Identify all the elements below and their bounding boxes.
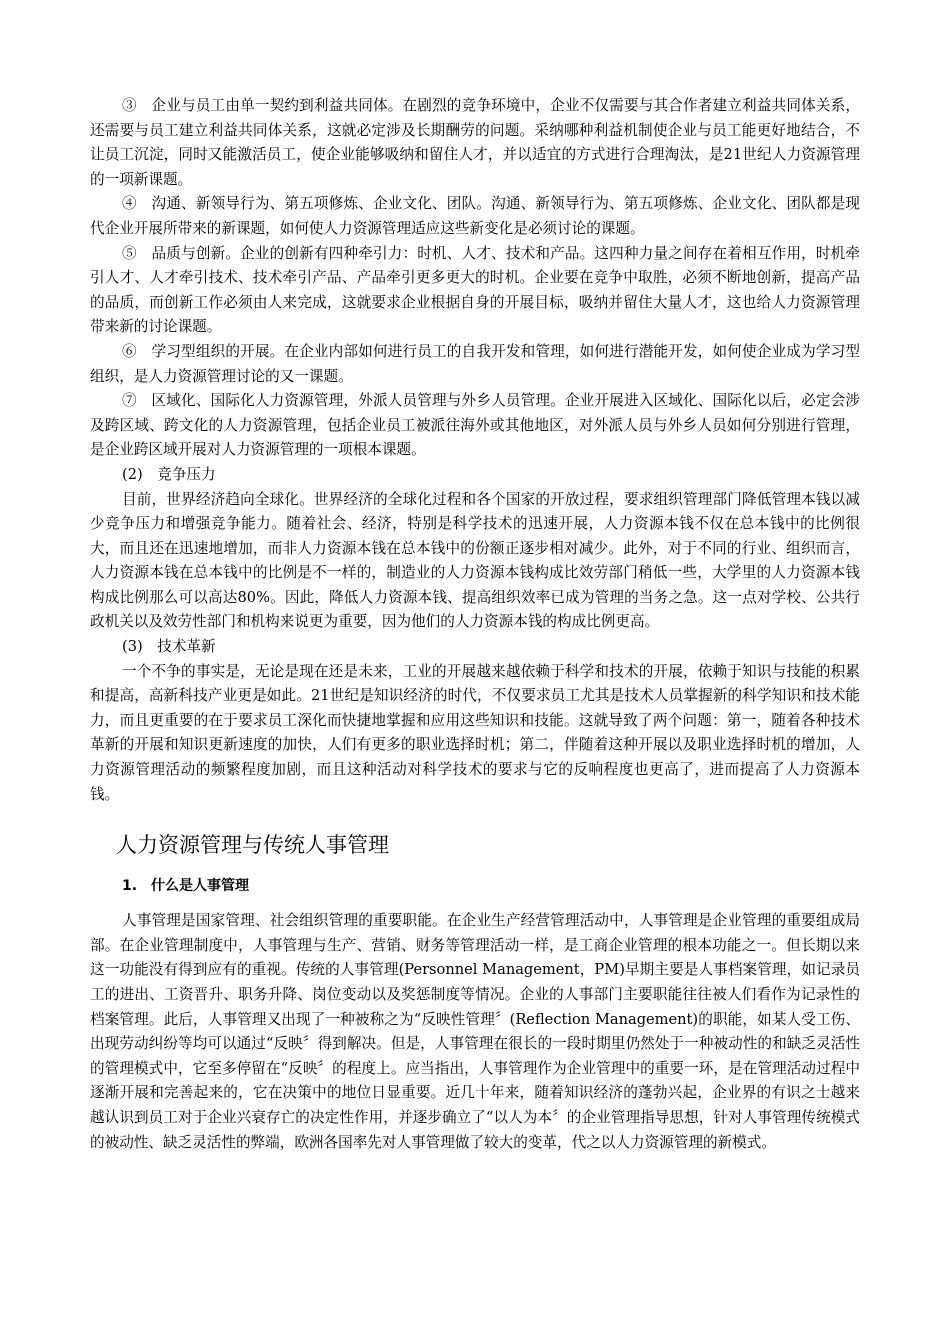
subsection-title: 1. 什么是人事管理 [122, 878, 250, 895]
paragraph-technology-innovation: 一个不争的事实是，无论是现在还是未来，工业的开展越来越依赖于科学和技术的开展，依赖于知识与技能的积累和提高，高新科技产业更是如此。21世纪是知识经济的时代，不仅要求员工尤其是技术人员掌握新的科学知识和技术能力，而且更重要的在于要求员工深化而快捷地掌握和应用这些知识和技能。这就导致了两个问题：第一，随着各种技术革新的开展和知识更新速度的加快，人们有更多的职业选择时机；第二，伴随着这种开展以及职业选择时机的增加，人力资源管理活动的频繁程度加剧，而且这种活动对科学技术的要求与它的反响程度也更高了，进而提高了人力资源本钱。 [90, 662, 860, 803]
paragraph-item-7: ⑦ 区域化、国际化人力资源管理，外派人员管理与外乡人员管理。企业开展进入区域化、国际化以后，必定会涉及跨区域、跨文化的人力资源管理，包括企业员工被派往海外或其他地区，对外派人员与外乡人员如何分别进行管理，是企业跨区域开展对人力资源管理的一项根本课题。 [90, 392, 860, 459]
heading-technology-innovation: (3) 技术革新 [122, 638, 216, 656]
paragraph-item-3: ③ 企业与员工由单一契约到利益共同体。在剧烈的竞争环境中，企业不仅需要与其合作者建立利益共同体关系，还需要与员工建立利益共同体关系，这就必定涉及长期酬劳的问题。采纳哪种利益机制使企业与员工能更好地结合，不让员工沉淀，同时又能激活员工，使企业能够吸纳和留住人才，并以适宜的方式进行合理淘汰，是21世纪人力资源管理的一项新课题。 [90, 97, 860, 188]
section-title: 人力资源管理与传统人事管理 [116, 833, 389, 858]
heading-competition-pressure: (2) 竞争压力 [122, 465, 216, 483]
document-page [90, 94, 860, 1155]
paragraph-item-4: ④ 沟通、新领导行为、第五项修炼、企业文化、团队。沟通、新领导行为、第五项修炼、企业文化、团队都是现代企业开展所带来的新课题，如何使人力资源管理适应这些新变化是必须讨论的课题。 [90, 195, 860, 237]
paragraph-personnel-management: 人事管理是国家管理、社会组织管理的重要职能。在企业生产经营管理活动中，人事管理是企业管理的重要组成局部。在企业管理制度中，人事管理与生产、营销、财务等管理活动一样，是工商企业管理的根本功能之一。但长期以来这一功能没有得到应有的重视。传统的人事管理(Personnel Management，PM)早期主要是人事档案管理，如记录员工的进出、工资晋升、职务升降、岗位变动以及奖惩制度等情况。企业的人事部门主要职能往往被人们看作为记录性的档案管理。此后，人事管理又出现了一种被称之为“反映性管理〞(Reflection Management)的职能，如某人受工伤、出现劳动纠纷等均可以通过“反映〞得到解决。但是，人事管理在很长的一段时期里仍然处于一种被动性的和缺乏灵活性的管理模式中，它至多停留在“反映〞的程度上。应当指出，人事管理作为企业管理中的重要一环，是在管理活动过程中逐渐开展和完善起来的，它在决策中的地位日显重要。近几十年来，随着知识经济的蓬勃兴起，企业界的有识之士越来越认识到员工对于企业兴衰存亡的决定性作用，并逐步确立了“以人为本〞的企业管理指导思想，针对人事管理传统模式的被动性、缺乏灵活性的弊端，欧洲各国率先对人事管理做了较大的变革，代之以人力资源管理的新模式。 [90, 912, 860, 1151]
paragraph-item-5: ⑤ 品质与创新。企业的创新有四种牵引力：时机、人才、技术和产品。这四种力量之间存在着相互作用，时机牵引人才、人才牵引技术、技术牵引产品、产品牵引更多更大的时机。企业要在竞争中取胜，必须不断地创新，提高产品的品质，而创新工作必须由人来完成，这就要求企业根据自身的开展目标，吸纳并留住大量人才，这也给人力资源管理带来新的讨论课题。 [90, 244, 860, 336]
paragraph-competition-pressure: 目前，世界经济趋向全球化。世界经济的全球化过程和各个国家的开放过程，要求组织管理部门降低管理本钱以减少竞争压力和增强竞争能力。随着社会、经济，特别是科学技术的迅速开展，人力资源本钱不仅在总本钱中的比例很大，而且还在迅速地增加，而非人力资源本钱在总本钱中的份额正逐步相对减少。此外，对于不同的行业、组织而言，人力资源本钱在总本钱中的比例是不一样的，制造业的人力资源本钱构成比效劳部门稍低一些，大学里的人力资源本钱构成比例那么可以高达80%。因此，降低人力资源本钱、提高组织效率已成为管理的当务之急。这一点对学校、公共行政机关以及效劳性部门和机构来说更为重要，因为他们的人力资源本钱的构成比例更高。 [90, 490, 860, 631]
paragraph-item-6: ⑥ 学习型组织的开展。在企业内部如何进行员工的自我开发和管理，如何进行潜能开发，如何使企业成为学习型组织，是人力资源管理讨论的又一课题。 [90, 342, 860, 385]
